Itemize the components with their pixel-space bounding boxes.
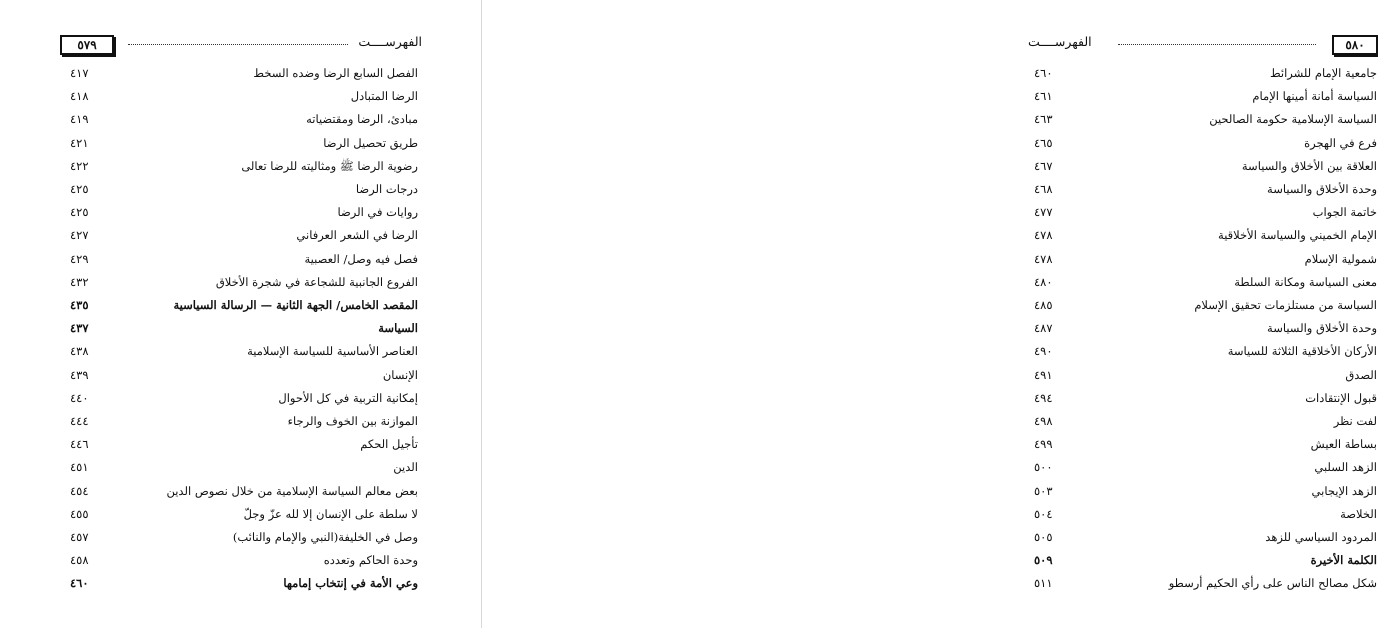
toc-entry-title: الخلاصة [1340, 506, 1377, 521]
toc-entry-title: وصل في الخليفة(النبي والإمام والنائب) [232, 530, 418, 544]
toc-entry-page: ٥٠٣ [1034, 483, 1053, 498]
toc-entry-page: ٤٦٨ [1034, 182, 1053, 196]
toc-entry-page: ٤١٧ [70, 66, 89, 80]
toc-entry-page: ٤٣٧ [70, 321, 89, 336]
toc-entry [1034, 180, 1377, 202]
toc-entry-title: طريق تحصيل الرضا [323, 135, 418, 150]
toc-entry-page: ٤٧٧ [1034, 205, 1053, 220]
toc-entry-page: ٤٦٠ [1034, 66, 1053, 80]
toc-entry [70, 389, 418, 411]
toc-entry [70, 180, 418, 202]
toc-entry-title: شكل مصالح الناس على رأي الحكيم أرسطو [1168, 576, 1377, 591]
toc-entry-title: فصل فيه وصل/ العصبية [304, 251, 418, 266]
toc-entry [1034, 458, 1377, 480]
toc-entry [70, 366, 418, 388]
toc-entry-page: ٤١٨ [70, 89, 89, 104]
toc-entry [1034, 87, 1377, 109]
toc-entry-title: معنى السياسة ومكانة السلطة [1234, 274, 1377, 289]
toc-entry-page: ٤٨٥ [1034, 298, 1053, 312]
toc-entry-title: شمولية الإسلام [1304, 251, 1377, 266]
toc-entry [70, 64, 418, 86]
toc-entry-page: ٤٧٨ [1034, 228, 1053, 243]
toc-entry-page: ٤٦١ [1034, 89, 1053, 104]
toc-entry-title: الزهد السلبي [1314, 460, 1377, 475]
toc-entry [70, 250, 418, 272]
toc-entry-page: ٥١١ [1034, 576, 1053, 591]
toc-entry [70, 551, 418, 573]
left-page [0, 0, 482, 628]
toc-entry-title: وحدة الأخلاق والسياسة [1267, 321, 1377, 336]
page-number-box: ٥٧٩ [60, 35, 114, 55]
toc-entry-page: ٤٩١ [1034, 367, 1053, 382]
toc-entry-page: ٤٦٥ [1034, 135, 1053, 150]
toc-entry-title: جامعية الإمام للشرائط [1269, 66, 1377, 80]
toc-entry-title: فرع في الهجرة [1304, 135, 1377, 150]
toc-entry [70, 528, 418, 550]
toc-entry-page: ٥٠٥ [1034, 530, 1053, 544]
toc-entry-page: ٥٠٠ [1034, 460, 1053, 475]
toc-entry-page: ٤٢٩ [70, 251, 89, 266]
toc-entry-page: ٥٠٤ [1034, 506, 1053, 521]
toc-entry-title: تأجيل الحكم [360, 437, 418, 452]
toc-entry-page: ٤٣٢ [70, 274, 89, 289]
toc-entry-page: ٥٠٩ [1034, 553, 1053, 568]
toc-entry [70, 296, 418, 318]
page-gutter [481, 0, 482, 628]
toc-entry [1034, 528, 1377, 550]
toc-entry-title: وحدة الحاكم وتعدده [323, 553, 418, 568]
toc-entry [1034, 366, 1377, 388]
toc-entry-page: ٤٥٤ [70, 483, 89, 498]
running-title: الفهرســــت [1028, 34, 1092, 49]
leader-dots [1118, 44, 1316, 45]
toc-entry-page: ٤٥٥ [70, 506, 89, 521]
toc-entry-title: وعي الأمة في إنتخاب إمامها [283, 576, 418, 591]
toc-entry-title: الإمام الخميني والسياسة الأخلاقية [1218, 228, 1377, 243]
toc-entry-page: ٤٩٨ [1034, 414, 1053, 428]
toc-entry-page: ٤٢١ [70, 135, 89, 150]
page-number-box: ٥٨٠ [1332, 35, 1378, 55]
toc-entry-page: ٤٤٦ [70, 437, 89, 452]
toc-entry-title: الكلمة الأخيرة [1310, 553, 1377, 568]
toc-entry-page: ٤٤٤ [70, 414, 89, 428]
toc-entry-title: الفروع الجانبية للشجاعة في شجرة الأخلاق [215, 274, 418, 289]
toc-entry-title: الرضا في الشعر العرفاني [296, 228, 418, 243]
toc-entry-page: ٤٨٧ [1034, 321, 1053, 336]
toc-entry-page: ٤٩٤ [1034, 390, 1053, 405]
toc-entry-title: مبادئ، الرضا ومقتضياته [306, 112, 418, 127]
toc-entry-page: ٤٦٧ [1034, 158, 1053, 173]
toc-entry [70, 134, 418, 156]
toc-entry-page: ٤١٩ [70, 112, 89, 127]
toc-entry [1034, 110, 1377, 132]
toc-entry-page: ٤٥٨ [70, 553, 89, 568]
toc-entry-title: روايات في الرضا [337, 205, 418, 220]
toc-entry [1034, 273, 1377, 295]
toc-entry-page: ٤٤٠ [70, 390, 89, 405]
toc-entry-title: الموازنة بين الخوف والرجاء [287, 414, 418, 428]
toc-entry [70, 412, 418, 434]
toc-entry-title: إمكانية التربية في كل الأحوال [278, 390, 418, 405]
toc-entry-title: الدين [393, 460, 418, 475]
toc-entry-page: ٤٣٥ [70, 298, 89, 312]
toc-entry-title: رضوية الرضا ﷺ ومثاليته للرضا تعالى [241, 158, 418, 173]
toc-entry-title: السياسة [378, 321, 418, 336]
toc-entry [70, 435, 418, 457]
toc-entry-title: بعض معالم السياسة الإسلامية من خلال نصوص الدين [166, 483, 418, 498]
toc-entry [1034, 482, 1377, 504]
toc-entry-title: لا سلطة على الإنسان إلا لله عزّ وجلّ [243, 506, 418, 521]
toc-entry [1034, 226, 1377, 248]
toc-entry-page: ٤٣٩ [70, 367, 89, 382]
toc-entry-page: ٤٢٥ [70, 182, 89, 196]
toc-entry-page: ٤٥١ [70, 460, 89, 475]
toc-entry [1034, 389, 1377, 411]
toc-entry [1034, 342, 1377, 364]
toc-entry-title: درجات الرضا [355, 182, 418, 196]
toc-entry [1034, 157, 1377, 179]
toc-entry [1034, 296, 1377, 318]
toc-entry [70, 482, 418, 504]
toc-entry [70, 110, 418, 132]
toc-entry-page: ٤٢٢ [70, 158, 89, 173]
toc-entry-title: الأركان الأخلاقية الثلاثة للسياسة [1227, 344, 1377, 359]
toc-entry [70, 87, 418, 109]
toc-entry-title: قبول الإنتقادات [1305, 390, 1377, 405]
toc-entry [1034, 134, 1377, 156]
toc-entry-page: ٤٦٠ [70, 576, 89, 591]
toc-entry [70, 505, 418, 527]
left-page-header [60, 34, 428, 54]
toc-entry-title: الإنسان [382, 367, 418, 382]
toc-entry-title: السياسة من مستلزمات تحقيق الإسلام [1194, 298, 1377, 312]
toc-entry-title: لفت نظر [1333, 414, 1377, 428]
toc-entry-page: ٤٩٩ [1034, 437, 1053, 452]
toc-entry-page: ٤٦٣ [1034, 112, 1053, 127]
toc-entry-page: ٤٥٧ [70, 530, 89, 544]
toc-entry-title: المردود السياسي للزهد [1265, 530, 1377, 544]
toc-entry [1034, 250, 1377, 272]
toc-entry-title: العناصر الأساسية للسياسة الإسلامية [247, 344, 418, 359]
running-title: الفهرســــت [358, 34, 422, 49]
toc-entry-title: السياسة أمانة أمينها الإمام [1252, 89, 1377, 104]
right-page-header [1028, 34, 1378, 54]
toc-entry-title: الصدق [1345, 367, 1377, 382]
toc-entry-page: ٤٢٧ [70, 228, 89, 243]
toc-entry [1034, 64, 1377, 86]
toc-entry [1034, 203, 1377, 225]
toc-entry-title: الزهد الإيجابي [1311, 483, 1377, 498]
toc-entry [70, 226, 418, 248]
toc-entry [70, 342, 418, 364]
toc-entry [70, 273, 418, 295]
toc-entry-title: السياسة الإسلامية حكومة الصالحين [1209, 112, 1377, 127]
toc-entry [70, 157, 418, 179]
toc-entry-title: العلاقة بين الأخلاق والسياسة [1241, 158, 1377, 173]
leader-dots [128, 44, 348, 45]
toc-entry-title: الرضا المتبادل [350, 89, 418, 104]
toc-entry-page: ٤٧٨ [1034, 251, 1053, 266]
toc-entry [1034, 574, 1377, 596]
toc-entry-title: خاتمة الجواب [1312, 205, 1377, 220]
toc-entry [1034, 505, 1377, 527]
toc-entry-title: وحدة الأخلاق والسياسة [1267, 182, 1377, 196]
toc-entry [70, 203, 418, 225]
toc-entry-page: ٤٩٠ [1034, 344, 1053, 359]
toc-entry [70, 574, 418, 596]
toc-entry-title: المقصد الخامس/ الجهة الثانية — الرسالة السياسية [173, 298, 418, 312]
toc-entry [1034, 412, 1377, 434]
toc-entry [70, 319, 418, 341]
toc-entry-page: ٤٣٨ [70, 344, 89, 359]
toc-entry [70, 458, 418, 480]
toc-entry-title: بساطة العيش [1310, 437, 1377, 452]
toc-entry-page: ٤٢٥ [70, 205, 89, 220]
right-page [483, 0, 1377, 628]
toc-entry-page: ٤٨٠ [1034, 274, 1053, 289]
toc-entry [1034, 435, 1377, 457]
toc-entry [1034, 319, 1377, 341]
toc-entry [1034, 551, 1377, 573]
toc-entry-title: الفصل السابع الرضا وضده السخط [253, 66, 418, 80]
